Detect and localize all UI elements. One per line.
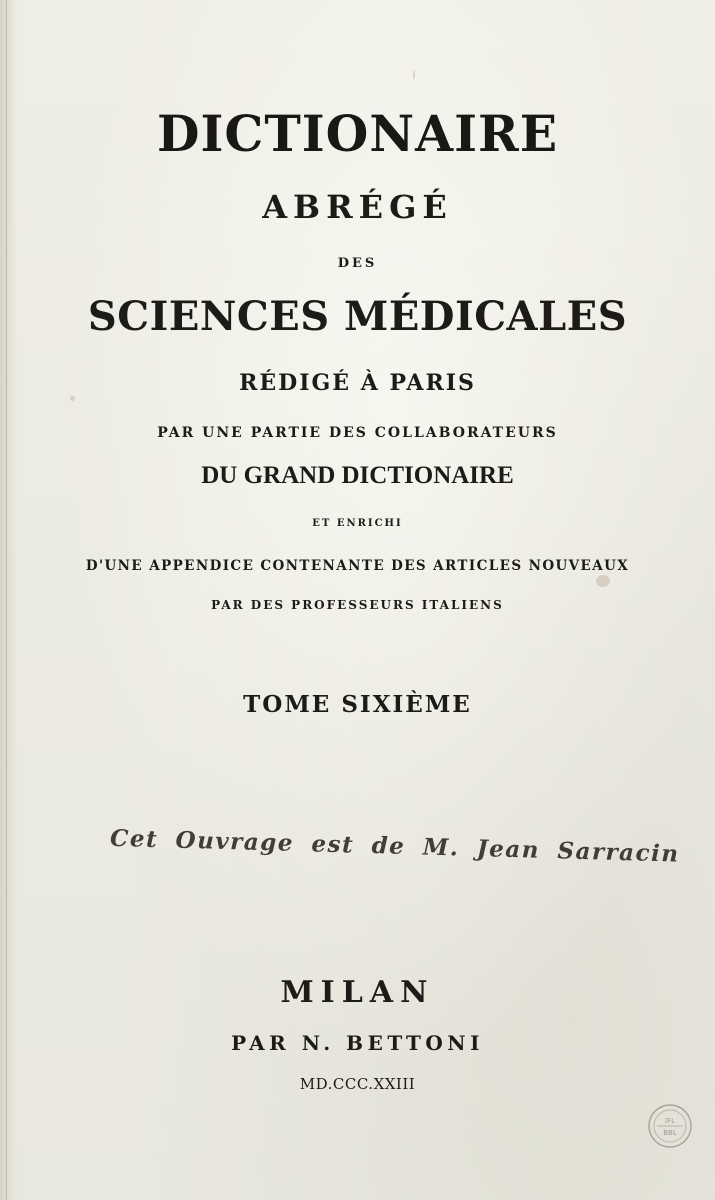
foxing-spot (413, 70, 415, 80)
partie-line: PAR UNE PARTIE DES COLLABORATEURS (157, 425, 558, 441)
redige-line: RÉDIGÉ À PARIS (239, 370, 476, 396)
foxing-spot (70, 396, 75, 401)
volume-label: TOME SIXIÈME (243, 691, 472, 718)
imprint-publisher: PAR N. BETTONI (231, 1031, 484, 1055)
svg-text:IFL: IFL (665, 1117, 675, 1125)
imprint-city: MILAN (280, 975, 435, 1010)
library-seal-text: BBL (663, 1129, 677, 1137)
main-title: DICTIONAIRE (156, 104, 559, 163)
foxing-spot (596, 575, 610, 587)
professeurs-line: PAR DES PROFESSEURS ITALIENS (211, 598, 504, 612)
grand-dictionaire-line: DU GRAND DICTIONAIRE (201, 462, 514, 489)
subject-title: SCIENCES MÉDICALES (87, 293, 628, 340)
appendice-line: D'UNE APPENDICE CONTENANTE DES ARTICLES NOUVEAUX (85, 558, 630, 574)
connector-des: DES (337, 256, 378, 271)
subtitle-abrege: ABRÉGÉ (262, 188, 453, 226)
imprint-year: MD.CCC.XXIII (299, 1075, 416, 1093)
library-seal-icon (646, 1102, 694, 1150)
ownership-stamp: Cet Ouvrage est de M. Jean Sarracin (109, 824, 680, 868)
enrichi-line: ET ENRICHI (312, 518, 403, 529)
